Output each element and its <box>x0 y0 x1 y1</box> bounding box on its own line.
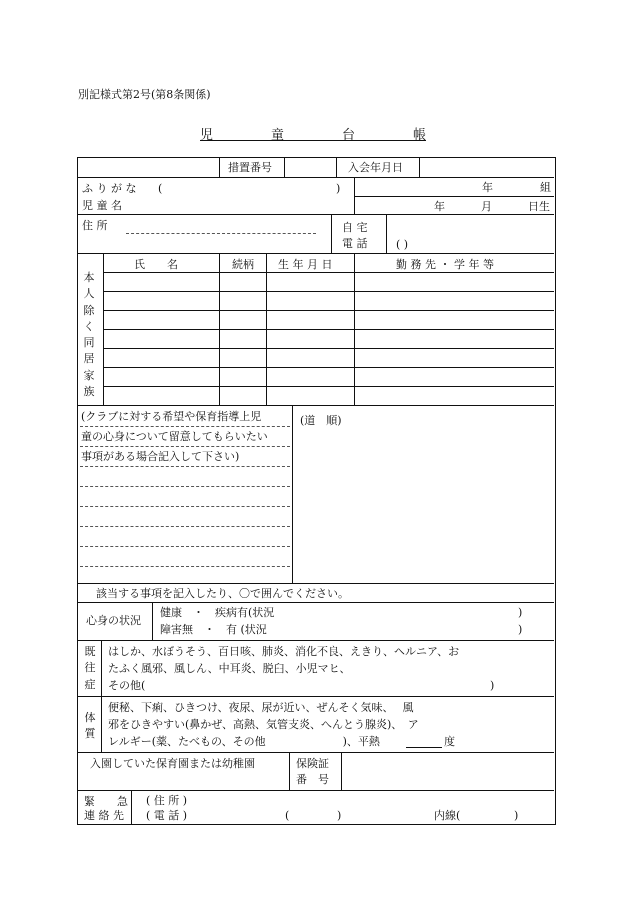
constitution-line: レルギー(薬、たべもの、その他 )、平熱 <box>108 735 380 748</box>
extension-label: 内線( <box>434 809 461 822</box>
insurance-label: 保険証 <box>296 757 329 770</box>
history-vertical-label <box>83 644 97 693</box>
birth-day-label: 日生 <box>528 200 550 213</box>
home-phone-label: 自 宅 <box>342 221 368 234</box>
route-label: (道 順) <box>300 414 342 427</box>
join-date-label: 入会年月日 <box>348 161 403 174</box>
label-char: 本 <box>83 271 95 284</box>
emergency-label: 緊 急 <box>84 795 128 808</box>
condition-line: 健康 ・ 疾病有(状況 <box>160 606 275 619</box>
page-title <box>200 124 426 141</box>
degree-unit: 度 <box>444 735 455 748</box>
paren: ) <box>490 679 495 692</box>
paren: ( <box>158 182 163 195</box>
column-header-relation: 続柄 <box>232 258 254 271</box>
constitution-line: 便秘、下痢、ひきつけ、夜尿、尿が近い、ぜんそく気味、 風 <box>108 701 414 714</box>
paren: ) <box>518 606 523 619</box>
measure-no-label: 措置番号 <box>228 161 272 174</box>
column-header-name: 氏 名 <box>134 258 178 271</box>
label-char: 同 <box>83 336 95 350</box>
history-line: たふく風邪、風しん、中耳炎、脱臼、小児マヒ、 <box>108 662 351 675</box>
label-char: 症 <box>84 677 96 691</box>
label-char: 居 <box>83 352 95 366</box>
condition-label: 心身の状況 <box>86 614 141 627</box>
history-line: はしか、水ぼうそう、百日咳、肺炎、消化不良、えきり、ヘルニア、お <box>108 645 460 658</box>
label-char: 往 <box>84 661 96 675</box>
birth-month-label: 月 <box>481 200 492 213</box>
title-char: 台 <box>341 128 355 143</box>
birth-year-label: 年 <box>434 200 445 213</box>
condition-line: 障害無 ・ 有 (状況 <box>160 623 267 636</box>
constitution-vertical-label <box>83 710 97 743</box>
paren: ) <box>514 809 519 822</box>
emergency-address-label: ( 住 所 ) <box>146 794 188 807</box>
title-char: 童 <box>270 128 284 143</box>
label-char: く <box>83 319 95 333</box>
title-char: 児 <box>200 128 214 143</box>
emergency-phone-label: ( 電 話 ) <box>146 809 188 822</box>
label-char: 体 <box>84 711 96 724</box>
title-char: 帳 <box>412 128 426 143</box>
label-char: 質 <box>84 727 96 741</box>
instruction-text: 該当する事項を記入したり、〇で囲んでください。 <box>96 587 349 600</box>
child-name-label: 児 童 名 <box>82 199 122 212</box>
paren: ) <box>518 623 523 636</box>
label-char: 除 <box>83 303 95 317</box>
paren: ( <box>285 809 290 822</box>
emergency-label: 連 絡 先 <box>84 809 124 822</box>
nursery-label: 入園していた保育園または幼稚園 <box>90 757 255 770</box>
notes-text-line: (クラブに対する希望や保育指導上児 <box>81 410 262 423</box>
furigana-label: ふ り が な <box>82 182 137 195</box>
constitution-line: 邪をひきやすい(鼻かぜ、高熱、気管支炎、へんとう腺炎)、 ア <box>108 718 419 731</box>
notes-text-line: 童の心身について留意してもらいたい <box>81 430 268 443</box>
insurance-label: 番 号 <box>296 773 329 786</box>
grade-label: 年 <box>482 181 493 194</box>
column-header-workplace: 勤 務 先 ・ 学 年 等 <box>396 258 494 271</box>
notes-text-line: 事項がある場合記入して下さい) <box>81 450 240 463</box>
home-phone-label: 電 話 <box>342 237 368 250</box>
address-label: 住 所 <box>82 219 108 232</box>
label-char: 既 <box>84 645 96 658</box>
family-vertical-label <box>82 270 96 400</box>
class-label: 組 <box>540 181 551 194</box>
paren: ) <box>336 182 341 195</box>
form-reference: 別記様式第2号(第8条関係) <box>78 88 211 101</box>
column-header-birthdate: 生 年 月 日 <box>278 258 333 271</box>
phone-paren: ( ) <box>396 238 409 251</box>
label-char: 人 <box>83 287 95 301</box>
history-line: その他( <box>108 679 146 692</box>
label-char: 族 <box>83 385 95 399</box>
paren: ) <box>337 809 342 822</box>
label-char: 家 <box>83 368 95 382</box>
registry-form-table <box>77 157 556 825</box>
